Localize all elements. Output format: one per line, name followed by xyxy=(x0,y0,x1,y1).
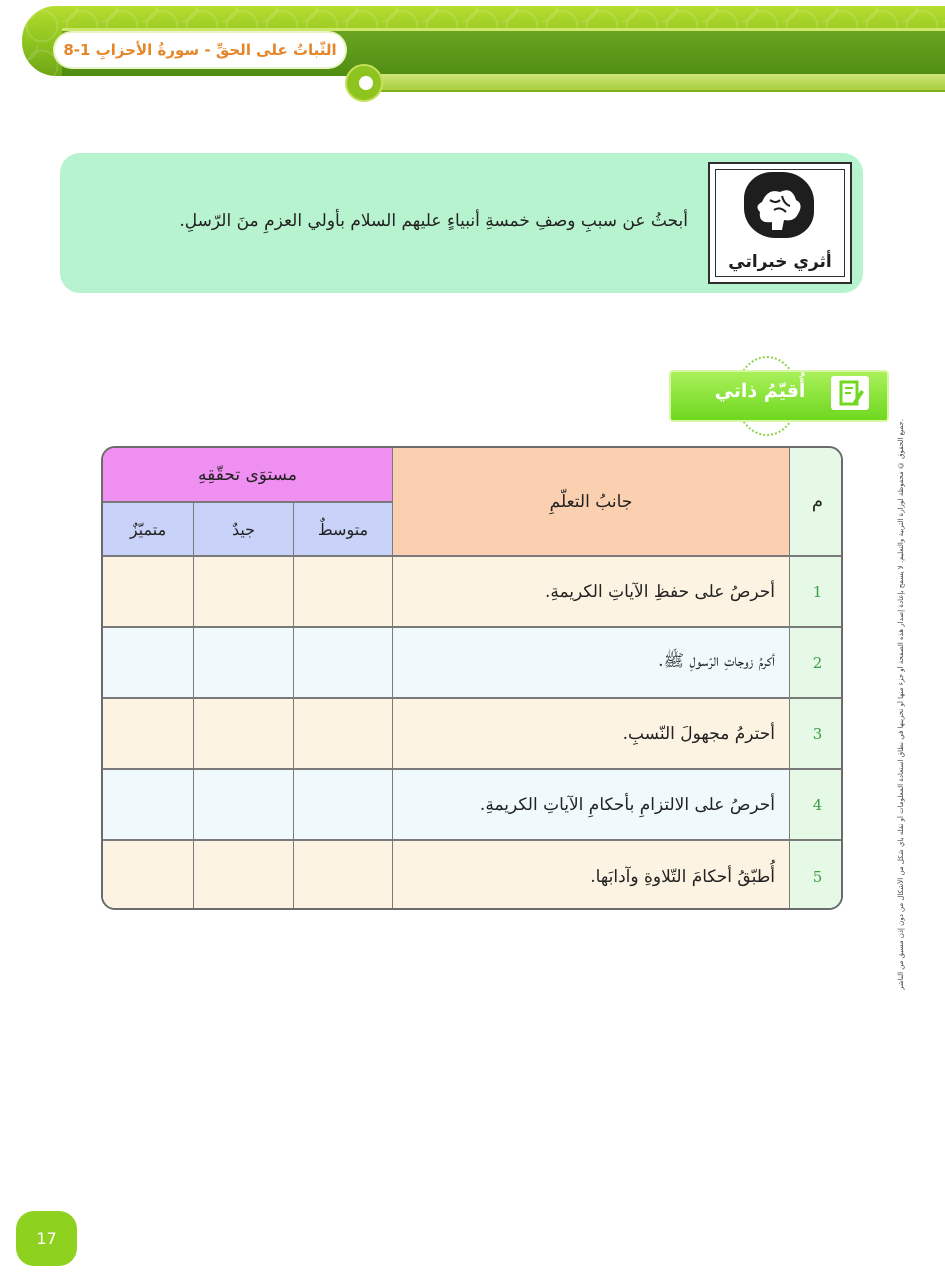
aspect-text: أُطبّقُ أحكامَ التّلاوةِ وآدابَها. xyxy=(393,841,790,910)
check-excellent[interactable] xyxy=(103,841,194,910)
aspect-text: أحترمُ مجهولَ النّسبِ. xyxy=(393,699,790,770)
row-number: 4 xyxy=(790,770,843,841)
page-number: 17 xyxy=(16,1211,77,1266)
num-header: م xyxy=(790,448,843,557)
lesson-title: الثّباتُ على الحقِّ - سورةُ الأحزابِ 1-8 xyxy=(55,33,345,67)
check-medium[interactable] xyxy=(294,770,393,841)
level-medium-header: متوسطٌ xyxy=(294,503,393,557)
row-number: 2 xyxy=(790,628,843,699)
check-good[interactable] xyxy=(194,699,294,770)
check-excellent[interactable] xyxy=(103,699,194,770)
aspect-text: أحرصُ على حفظِ الآياتِ الكريمةِ. xyxy=(393,557,790,628)
check-excellent[interactable] xyxy=(103,628,194,699)
check-medium[interactable] xyxy=(294,628,393,699)
check-good[interactable] xyxy=(194,557,294,628)
row-number: 5 xyxy=(790,841,843,910)
check-good[interactable] xyxy=(194,628,294,699)
check-medium[interactable] xyxy=(294,841,393,910)
check-good[interactable] xyxy=(194,770,294,841)
check-medium[interactable] xyxy=(294,699,393,770)
self-eval-title: أُقيّمُ ذاتي xyxy=(714,380,806,402)
row-number: 1 xyxy=(790,557,843,628)
banner-strip xyxy=(358,74,945,92)
level-good-header: جيدٌ xyxy=(194,503,294,557)
brain-icon xyxy=(744,172,814,238)
check-good[interactable] xyxy=(194,841,294,910)
level-header: مستوَى تحقّقِهِ xyxy=(103,448,393,503)
aspect-text: أكرمُ زوجاتِ الرّسولِ ﷺ. xyxy=(393,628,790,699)
self-eval-table xyxy=(101,446,843,910)
aspect-text: أحرصُ على الالتزامِ بأحكامِ الآياتِ الكريمةِ. xyxy=(393,770,790,841)
research-text: أبحثُ عن سببِ وصفِ خمسةِ أنبياءٍ عليهم السلام بأولي العزمِ منَ الرّسلِ. xyxy=(179,211,688,231)
banner-knob-icon xyxy=(345,64,383,102)
aspect-header: جانبُ التعلّمِ xyxy=(393,448,790,557)
enrich-badge xyxy=(708,162,852,284)
check-excellent[interactable] xyxy=(103,770,194,841)
row-number: 3 xyxy=(790,699,843,770)
check-excellent[interactable] xyxy=(103,557,194,628)
enrich-badge-label: أثري خبراتي xyxy=(728,252,832,272)
level-excellent-header: متميّزٌ xyxy=(103,503,194,557)
copyright-note: جميع الحقوق © محفوظة لوزارة التربية والتعليم. لا يسمح بإعادة إصدار هذه الصفحة أو جزء منها أو تخزينها في نطاق استعادة المعلومات أو نقله بأي شكل من الأشكال من دون إذن مسبق من الناشر. xyxy=(897,419,905,990)
pencil-note-icon xyxy=(831,376,869,410)
check-medium[interactable] xyxy=(294,557,393,628)
